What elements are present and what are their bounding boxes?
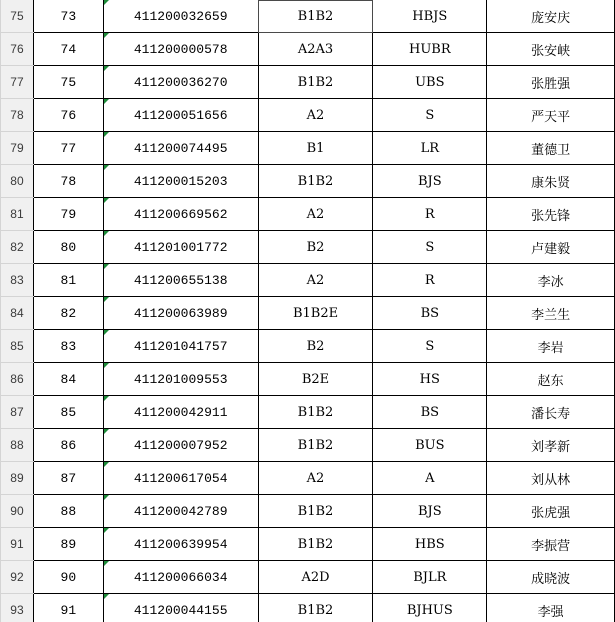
cell-id[interactable]: 411201009553 (103, 363, 258, 396)
row-header[interactable]: 85 (1, 330, 34, 363)
cell-seq[interactable]: 90 (33, 561, 103, 594)
cell-name[interactable]: 张先锋 (487, 198, 615, 231)
cell-name[interactable]: 成晓波 (487, 561, 615, 594)
table-row (1, 66, 615, 99)
cell-seq[interactable]: 79 (33, 198, 103, 231)
table-row (1, 231, 615, 264)
row-header[interactable]: 91 (1, 528, 34, 561)
cell-id[interactable]: 411200639954 (103, 528, 258, 561)
cell-name[interactable]: 刘从林 (487, 462, 615, 495)
cell-code[interactable]: HBS (373, 528, 487, 561)
cell-vehicle-class[interactable]: B1B2 (258, 528, 373, 561)
row-header[interactable]: 90 (1, 495, 34, 528)
table-row (1, 33, 615, 66)
cell-vehicle-class[interactable]: A2 (258, 99, 373, 132)
cell-seq[interactable]: 76 (33, 99, 103, 132)
cell-name[interactable]: 李强 (487, 594, 615, 622)
cell-vehicle-class[interactable]: B2 (258, 231, 373, 264)
cell-id[interactable]: 411200066034 (103, 561, 258, 594)
cell-id[interactable]: 411200655138 (103, 264, 258, 297)
grid-body (1, 0, 615, 622)
cell-seq[interactable]: 89 (33, 528, 103, 561)
cell-seq[interactable]: 84 (33, 363, 103, 396)
cell-id[interactable]: 411201041757 (103, 330, 258, 363)
cell-id[interactable]: 411200074495 (103, 132, 258, 165)
cell-name[interactable]: 李振营 (487, 528, 615, 561)
cell-vehicle-class[interactable]: B1B2 (258, 594, 373, 622)
cell-code[interactable]: UBS (373, 66, 487, 99)
cell-id[interactable]: 411200044155 (103, 594, 258, 622)
cell-name[interactable]: 张安峡 (487, 33, 615, 66)
cell-id[interactable]: 411200617054 (103, 462, 258, 495)
row-header[interactable]: 78 (1, 99, 34, 132)
row-header[interactable]: 89 (1, 462, 34, 495)
cell-code[interactable]: BJS (373, 495, 487, 528)
cell-id[interactable]: 411200015203 (103, 165, 258, 198)
table-row (1, 132, 615, 165)
cell-code[interactable]: HS (373, 363, 487, 396)
row-header[interactable]: 81 (1, 198, 34, 231)
cell-code[interactable]: LR (373, 132, 487, 165)
cell-id[interactable]: 411200042789 (103, 495, 258, 528)
cell-vehicle-class[interactable]: A2A3 (258, 33, 373, 66)
row-header[interactable]: 93 (1, 594, 34, 622)
row-header[interactable]: 79 (1, 132, 34, 165)
cell-name[interactable]: 卢建毅 (487, 231, 615, 264)
table-row (1, 594, 615, 622)
cell-seq[interactable]: 85 (33, 396, 103, 429)
cell-code[interactable]: BJS (373, 165, 487, 198)
cell-vehicle-class[interactable]: B1B2 (258, 0, 373, 33)
cell-vehicle-class[interactable]: B2E (258, 363, 373, 396)
cell-vehicle-class[interactable]: B1 (258, 132, 373, 165)
cell-name[interactable]: 庞安庆 (487, 0, 615, 33)
cell-seq[interactable]: 81 (33, 264, 103, 297)
cell-vehicle-class[interactable]: B1B2E (258, 297, 373, 330)
table-row (1, 0, 615, 33)
cell-seq[interactable]: 78 (33, 165, 103, 198)
table-row (1, 429, 615, 462)
cell-vehicle-class[interactable]: A2 (258, 198, 373, 231)
cell-seq[interactable]: 86 (33, 429, 103, 462)
cell-vehicle-class[interactable]: A2 (258, 462, 373, 495)
cell-seq[interactable]: 77 (33, 132, 103, 165)
row-header[interactable]: 76 (1, 33, 34, 66)
cell-name[interactable]: 李冰 (487, 264, 615, 297)
cell-seq[interactable]: 83 (33, 330, 103, 363)
row-header[interactable]: 83 (1, 264, 34, 297)
cell-code[interactable]: BJLR (373, 561, 487, 594)
cell-code[interactable]: BUS (373, 429, 487, 462)
table-row (1, 396, 615, 429)
cell-code[interactable]: BJHUS (373, 594, 487, 622)
table-row (1, 561, 615, 594)
cell-name[interactable]: 康朱贤 (487, 165, 615, 198)
table-row (1, 264, 615, 297)
cell-seq[interactable]: 87 (33, 462, 103, 495)
row-header[interactable]: 92 (1, 561, 34, 594)
cell-code[interactable]: S (373, 330, 487, 363)
row-header[interactable]: 80 (1, 165, 34, 198)
cell-vehicle-class[interactable]: B2 (258, 330, 373, 363)
row-header[interactable]: 86 (1, 363, 34, 396)
cell-vehicle-class[interactable]: B1B2 (258, 165, 373, 198)
cell-name[interactable]: 李岩 (487, 330, 615, 363)
cell-vehicle-class[interactable]: A2 (258, 264, 373, 297)
cell-seq[interactable]: 82 (33, 297, 103, 330)
cell-code[interactable]: S (373, 99, 487, 132)
cell-code[interactable]: BS (373, 297, 487, 330)
row-header[interactable]: 75 (1, 0, 34, 33)
cell-vehicle-class[interactable]: A2D (258, 561, 373, 594)
cell-name[interactable]: 张胜强 (487, 66, 615, 99)
cell-name[interactable]: 赵东 (487, 363, 615, 396)
table-row (1, 330, 615, 363)
cell-code[interactable]: BS (373, 396, 487, 429)
cell-code[interactable]: R (373, 264, 487, 297)
row-header[interactable]: 77 (1, 66, 34, 99)
cell-vehicle-class[interactable]: B1B2 (258, 429, 373, 462)
table-row (1, 363, 615, 396)
cell-name[interactable]: 董德卫 (487, 132, 615, 165)
cell-id[interactable]: 411200042911 (103, 396, 258, 429)
cell-seq[interactable]: 88 (33, 495, 103, 528)
cell-name[interactable]: 张虎强 (487, 495, 615, 528)
cell-name[interactable]: 李兰生 (487, 297, 615, 330)
table-row (1, 462, 615, 495)
cell-id[interactable]: 411200032659 (103, 0, 258, 33)
cell-code[interactable]: R (373, 198, 487, 231)
cell-name[interactable]: 潘长寿 (487, 396, 615, 429)
cell-seq[interactable]: 74 (33, 33, 103, 66)
cell-id[interactable]: 411200051656 (103, 99, 258, 132)
cell-id[interactable]: 411200007952 (103, 429, 258, 462)
cell-id[interactable]: 411200063989 (103, 297, 258, 330)
cell-name[interactable]: 严天平 (487, 99, 615, 132)
row-header[interactable]: 82 (1, 231, 34, 264)
cell-id[interactable]: 411201001772 (103, 231, 258, 264)
cell-id[interactable]: 411200036270 (103, 66, 258, 99)
table-row (1, 528, 615, 561)
cell-id[interactable]: 411200669562 (103, 198, 258, 231)
cell-code[interactable]: S (373, 231, 487, 264)
cell-vehicle-class[interactable]: B1B2 (258, 396, 373, 429)
table-row (1, 297, 615, 330)
cell-name[interactable]: 刘孝新 (487, 429, 615, 462)
cell-code[interactable]: HBJS (373, 0, 487, 33)
table-row (1, 165, 615, 198)
row-header[interactable]: 88 (1, 429, 34, 462)
cell-code[interactable]: A (373, 462, 487, 495)
cell-id[interactable]: 411200000578 (103, 33, 258, 66)
table-row (1, 198, 615, 231)
row-header[interactable]: 87 (1, 396, 34, 429)
cell-vehicle-class[interactable]: B1B2 (258, 66, 373, 99)
table-row (1, 99, 615, 132)
cell-seq[interactable]: 73 (33, 0, 103, 33)
cell-seq[interactable]: 75 (33, 66, 103, 99)
cell-code[interactable]: HUBR (373, 33, 487, 66)
row-header[interactable]: 84 (1, 297, 34, 330)
cell-seq[interactable]: 80 (33, 231, 103, 264)
table-row (1, 495, 615, 528)
cell-seq[interactable]: 91 (33, 594, 103, 622)
cell-vehicle-class[interactable]: B1B2 (258, 495, 373, 528)
